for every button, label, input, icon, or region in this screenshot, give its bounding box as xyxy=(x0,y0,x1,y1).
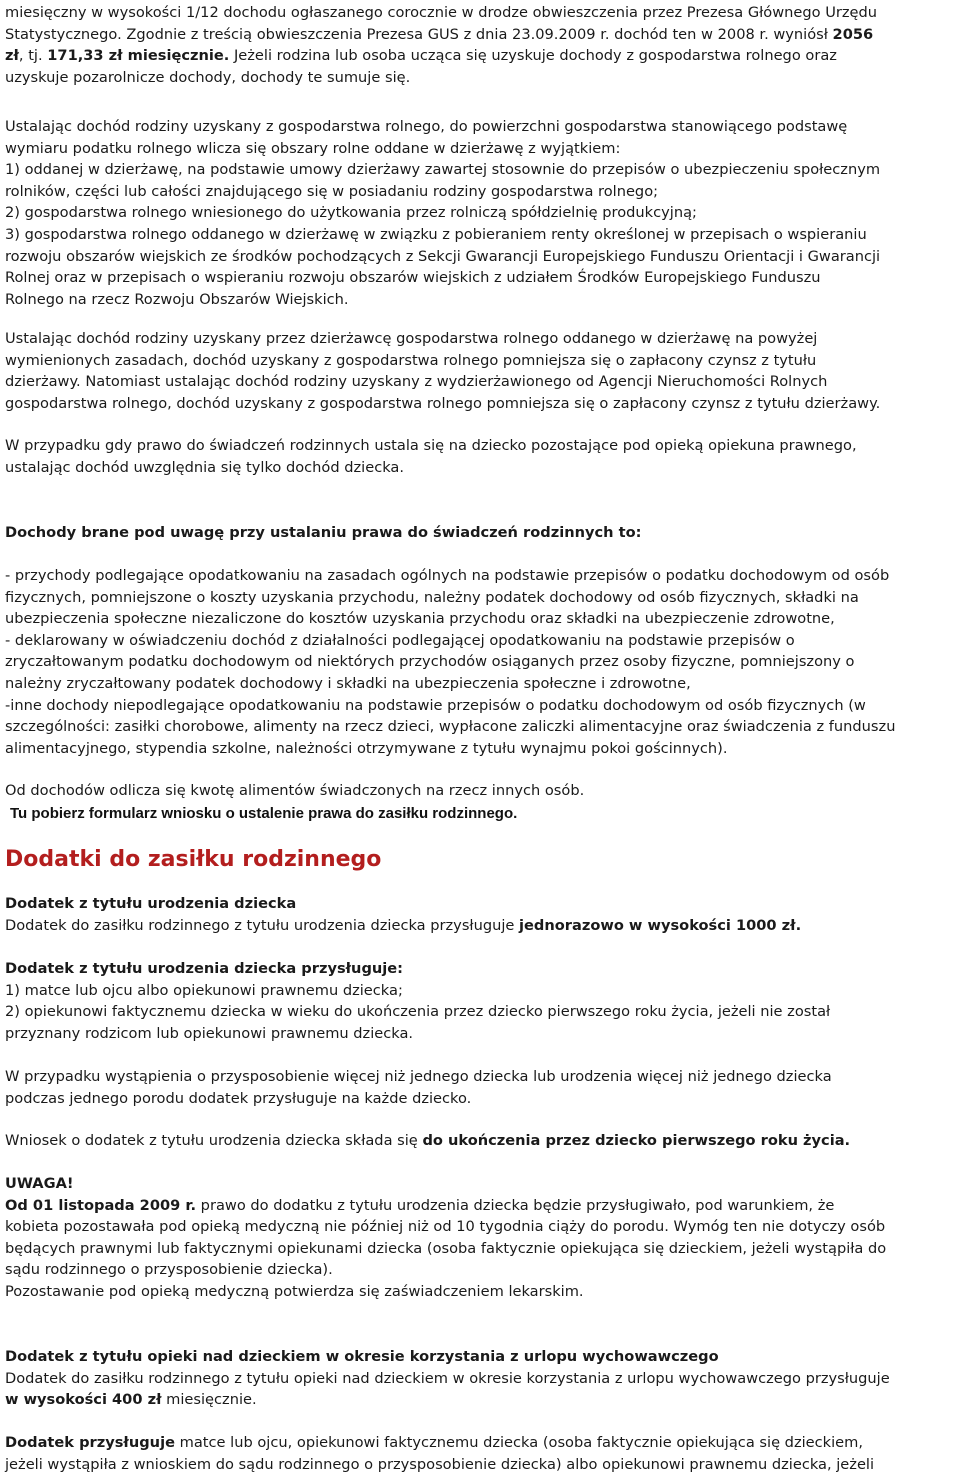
text-line: W przypadku gdy prawo do świadczeń rodzinnych ustala się na dziecko pozostające pod opieką opiekuna prawnego, xyxy=(5,437,857,454)
monthly-amount: 171,33 zł miesięcznie. xyxy=(47,47,230,65)
notice-heading: UWAGA! xyxy=(5,1175,74,1192)
text-line: - przychody podlegające opodatkowaniu na zasadach ogólnych na podstawie przepisów o podatku dochodowym od osób xyxy=(5,567,890,584)
multiple-children-paragraph xyxy=(5,1066,955,1109)
text-line: 2) gospodarstwa rolnego wniesionego do użytkowania przez rolniczą spółdzielnię produkcyjną; xyxy=(5,204,697,222)
eligibility-parental-block xyxy=(5,1432,955,1475)
parental-leave-block xyxy=(5,1346,955,1411)
text-line: kobieta pozostawała pod opieką medyczną nie później niż od 10 tygodnia ciąży do porodu. Wymóg ten nie dotyczy osób xyxy=(5,1218,886,1236)
lease-paragraph xyxy=(5,328,955,414)
text-line: wymiaru podatku rolnego wlicza się obszary rolne oddane w dzierżawę z wyjątkiem: xyxy=(5,139,621,157)
text-line: miesięczny w wysokości 1/12 dochodu ogłaszanego corocznie w drodze obwieszczenia przez Prezesa Głównego Urzędu xyxy=(5,4,878,21)
text-line: 1) matce lub ojcu albo opiekunowi prawnemu dziecka; xyxy=(5,981,403,999)
download-form-link[interactable]: Tu pobierz formularz wniosku o ustalenie prawa do zasiłku rodzinnego. xyxy=(10,805,518,822)
text-span: Statystycznego. Zgodnie z treścią obwieszczenia Prezesa GUS z dnia 23.09.2009 r. dochód ten w 2008 r. wyniósł xyxy=(5,25,833,43)
text-span: , tj. xyxy=(18,47,48,65)
eligibility-heading: Dodatek z tytułu urodzenia dziecka przysługuje: xyxy=(5,960,404,977)
text-line: alimentacyjnego, stypendia szkolne, należności otrzymywane z tytułu wynajmu pokoi gościnnych). xyxy=(5,739,728,757)
text-line: podczas jednego porodu dodatek przysługuje na każde dziecko. xyxy=(5,1089,472,1107)
text-line: Rolnego na rzecz Rozwoju Obszarów Wiejskich. xyxy=(5,290,349,308)
text-line: 1) oddanej w dzierżawę, na podstawie umowy dzierżawy zawartej stosownie do przepisów o ubezpieczeniu społecznym xyxy=(5,161,881,179)
text-line: uzyskuje pozarolnicze dochody, dochody te sumuje się. xyxy=(5,68,411,86)
text-line: Ustalając dochód rodziny uzyskany z gospodarstwa rolnego, do powierzchni gospodarstwa stanowiącego podstawę xyxy=(5,118,848,135)
text-line xyxy=(5,1432,955,1454)
eligibility-block xyxy=(5,958,955,1044)
text-span: Jeżeli rodzina lub osoba ucząca się uzyskuje dochody z gospodarstwa rolnego oraz xyxy=(229,47,837,65)
text-line: jeżeli wystąpiła z wnioskiem do sądu rodzinnego o przysposobienie dziecka) albo opiekunowi prawnemu dziecka, jeżeli xyxy=(5,1455,875,1473)
birth-supplement-block xyxy=(5,893,955,936)
birth-supplement-amount: jednorazowo w wysokości 1000 zł. xyxy=(519,916,802,934)
text-line: 3) gospodarstwa rolnego oddanego w dzierżawę w związku z pobieraniem renty określonej w przepisach o wspieraniu xyxy=(5,225,867,243)
text-line: - deklarowany w oświadczeniu dochód z działalności podlegającej opodatkowaniu na podstawie przepisów o xyxy=(5,631,795,649)
text-line: sądu rodzinnego o przysposobienie dziecka). xyxy=(5,1261,333,1279)
text-line: -inne dochody niepodlegające opodatkowaniu na podstawie przepisów o podatku dochodowym od osób fizycznych (w xyxy=(5,696,866,714)
text-span: matce lub ojcu, opiekunowi faktycznemu dziecka (osoba faktycznie opiekująca się dzieckiem, xyxy=(174,1434,864,1451)
text-line: Pozostawanie pod opieką medyczną potwierdza się zaświadczeniem lekarskim. xyxy=(5,1282,584,1300)
text-line: zryczałtowanym podatku dochodowym od niektórych przychodów osiąganych przez osoby fizyczne, pomniejszony o xyxy=(5,653,855,671)
text-line: ustalając dochód uwzględnia się tylko dochód dziecka. xyxy=(5,458,405,476)
notice-block xyxy=(5,1173,955,1303)
text-line xyxy=(5,24,955,46)
text-line: będących prawnymi lub faktycznymi opiekunami dziecka (osoba faktycznie opiekująca się dzieckiem, jeżeli wystąpiła do xyxy=(5,1239,887,1257)
text-line: przyznany rodzicom lub opiekunowi prawnemu dziecka. xyxy=(5,1024,414,1042)
deadline-text: do ukończenia przez dziecko pierwszego roku życia. xyxy=(422,1132,851,1149)
text-line: rolników, części lub całości znajdującego się w posiadaniu rodziny gospodarstwa rolnego; xyxy=(5,182,659,200)
income-types-list xyxy=(5,565,955,759)
text-line: 2) opiekunowi faktycznemu dziecka w wieku do ukończenia przez dziecko pierwszego roku życia, jeżeli nie został xyxy=(5,1003,831,1021)
section-title: Dodatki do zasiłku rodzinnego xyxy=(5,847,382,872)
birth-supplement-heading: Dodatek z tytułu urodzenia dziecka xyxy=(5,895,297,912)
text-line: fizycznych, pomniejszone o koszty uzyskania przychodu, należny podatek dochodowy od osób fizycznych, składki na xyxy=(5,588,859,606)
text-line xyxy=(5,915,955,937)
parental-leave-heading: Dodatek z tytułu opieki nad dzieckiem w okresie korzystania z urlopu wychowawczego xyxy=(5,1348,719,1365)
text-span: Dodatek do zasiłku rodzinnego z tytułu urodzenia dziecka przysługuje xyxy=(5,916,520,934)
text-line: szczególności: zasiłki chorobowe, alimenty na rzecz dzieci, wypłacone zaliczki alimentacyjne oraz świadczenia z funduszu xyxy=(5,718,896,736)
text-line: Ustalając dochód rodziny uzyskany przez dzierżawcę gospodarstwa rolnego oddanego w dzierżawę na powyżej xyxy=(5,330,818,347)
text-line: ubezpieczenia społeczne niezaliczone do kosztów uzyskania przychodu oraz składki na ubezpieczenie zdrowotne, xyxy=(5,610,835,628)
text-line xyxy=(5,45,955,67)
eligibility-label: Dodatek przysługuje xyxy=(5,1434,175,1451)
text-line: dzierżawy. Natomiast ustalając dochód rodziny uzyskany z wydzierżawionego od Agencji Nieruchomości Rolnych xyxy=(5,373,828,391)
parental-leave-amount: w wysokości 400 zł xyxy=(5,1391,162,1409)
notice-date: Od 01 listopada 2009 r. xyxy=(5,1196,197,1214)
alimony-note: Od dochodów odlicza się kwotę alimentów świadczonych na rzecz innych osób. xyxy=(5,782,585,799)
text-line: wymienionych zasadach, dochód uzyskany z gospodarstwa rolnego pomniejsza się o zapłacony czynsz z tytułu xyxy=(5,351,817,369)
text-line xyxy=(5,1195,955,1217)
amount-2056: 2056 xyxy=(832,25,874,43)
income-paragraph xyxy=(5,2,955,88)
text-span: prawo do dodatku z tytułu urodzenia dziecka będzie przysługiwało, pod warunkiem, że xyxy=(196,1196,835,1214)
text-line: Rolnej oraz w przepisach o wspieraniu rozwoju obszarów wiejskich z udziałem Środków Europejskiego Funduszu xyxy=(5,269,821,287)
farm-income-paragraph xyxy=(5,116,955,310)
currency-zl: zł xyxy=(5,47,19,65)
text-line: gospodarstwa rolnego, dochód uzyskany z gospodarstwa rolnego pomniejsza się o zapłacony czynsz z tytułu dzierżawy. xyxy=(5,394,881,412)
text-line: W przypadku wystąpienia o przysposobienie więcej niż jednego dziecka lub urodzenia więcej niż jednego dziecka xyxy=(5,1068,832,1085)
text-line xyxy=(5,1389,955,1411)
deadline-paragraph xyxy=(5,1130,955,1152)
text-line: należny zryczałtowany podatek dochodowy i składki na ubezpieczenia społeczne i zdrowotne, xyxy=(5,674,691,692)
text-line: Dodatek do zasiłku rodzinnego z tytułu opieki nad dzieckiem w okresie korzystania z urlopu wychowawczego przysługuje xyxy=(5,1369,890,1387)
text-span: Wniosek o dodatek z tytułu urodzenia dziecka składa się xyxy=(5,1132,423,1149)
income-types-heading: Dochody brane pod uwagę przy ustalaniu prawa do świadczeń rodzinnych to: xyxy=(5,524,642,541)
text-line: rozwoju obszarów wiejskich ze środków pochodzących z Sekcji Gwarancji Europejskiego Funduszu Orientacji i Gwarancji xyxy=(5,247,881,265)
guardian-paragraph xyxy=(5,435,955,478)
text-span: miesięcznie. xyxy=(161,1391,257,1409)
